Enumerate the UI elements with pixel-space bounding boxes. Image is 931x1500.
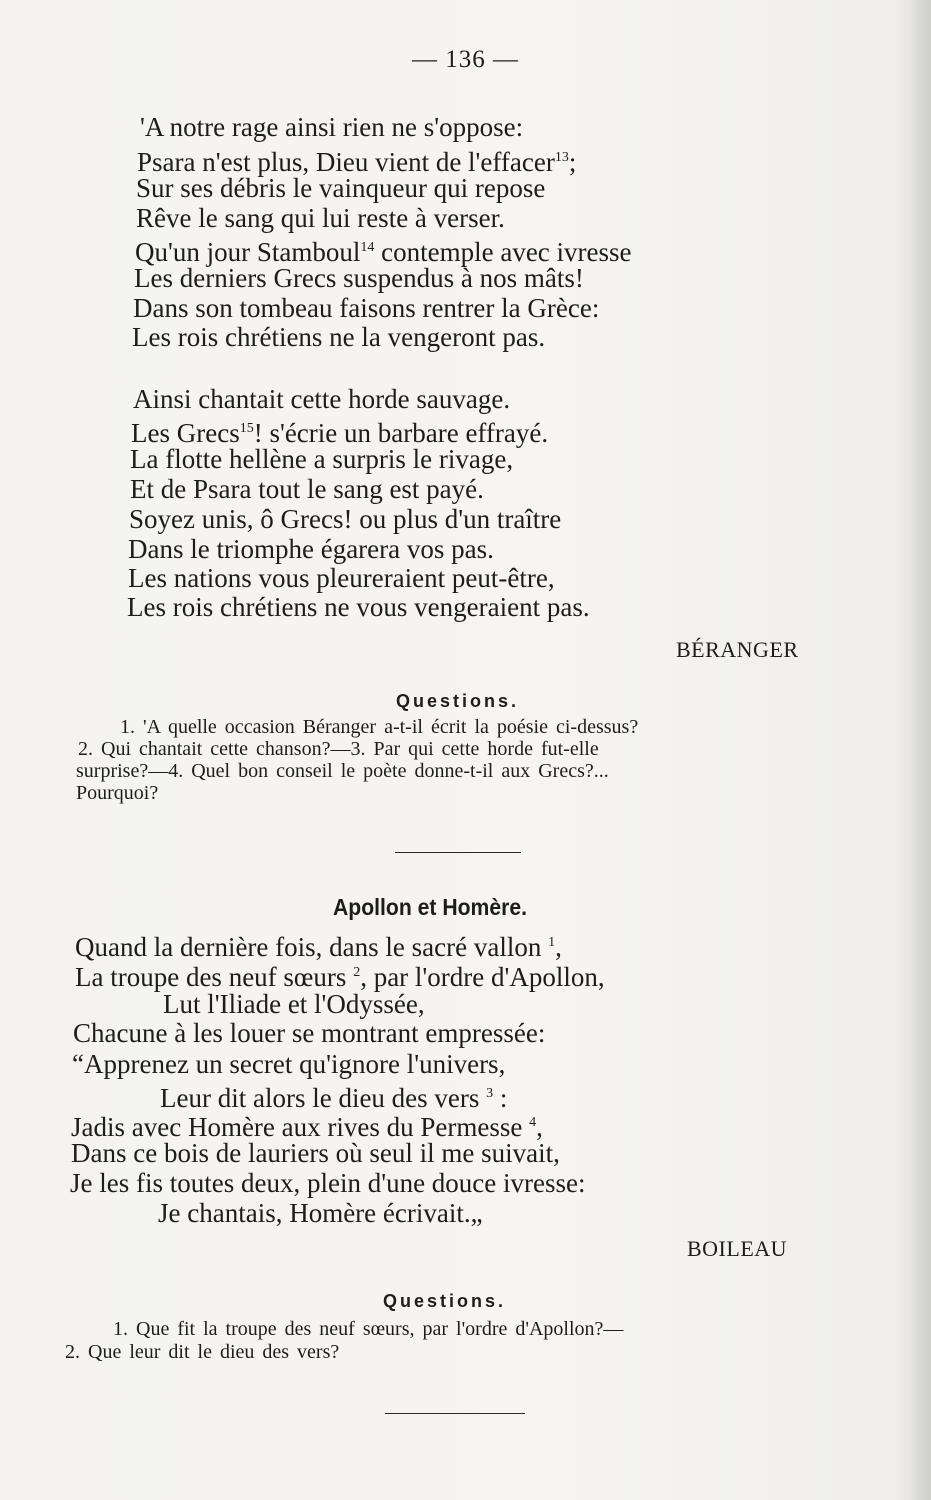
footnote-ref: 15 bbox=[239, 421, 254, 436]
poem-line: Dans son tombeau faisons rentrer la Grèce: bbox=[133, 293, 600, 323]
poem-line-text: , par l'ordre d'Apollon, bbox=[360, 962, 605, 992]
poem-line-text: ! s'écrie un barbare effrayé. bbox=[253, 418, 549, 448]
poem-line bbox=[71, 1108, 543, 1142]
footnote-ref: 2 bbox=[353, 965, 361, 980]
poem-line: 'A notre rage ainsi rien ne s'oppose: bbox=[140, 112, 524, 142]
question-line: 1. 'A quelle occasion Béranger a-t-il écrit la poésie ci-dessus? bbox=[120, 716, 639, 738]
poem-line: Chacune à les louer se montrant empressée: bbox=[73, 1018, 546, 1048]
question-line: 1. Que fit la troupe des neuf sœurs, par l'ordre d'Apollon?— bbox=[113, 1318, 624, 1340]
question-line: 2. Que leur dit le dieu des vers? bbox=[65, 1341, 340, 1363]
poem-line: Dans le triomphe égarera vos pas. bbox=[128, 534, 494, 564]
questions-heading: Questions. bbox=[396, 691, 520, 711]
poem-line: Sur ses débris le vainqueur qui repose bbox=[136, 173, 546, 203]
page-number: — 136 — bbox=[412, 46, 519, 73]
poem-line-text: , bbox=[536, 1112, 543, 1142]
poem-line-text: Leur dit alors le dieu des vers bbox=[160, 1083, 480, 1113]
poem-line-text: contemple avec ivresse bbox=[381, 237, 632, 267]
footnote-ref: 13 bbox=[554, 150, 569, 165]
section-divider bbox=[395, 852, 521, 853]
poem-line: “Apprenez un secret qu'ignore l'univers, bbox=[72, 1049, 506, 1079]
poem-line-text: ; bbox=[568, 147, 577, 177]
footnote-ref: 1 bbox=[548, 935, 556, 950]
author-signature: BÉRANGER bbox=[676, 637, 799, 662]
poem-line: Soyez unis, ô Grecs! ou plus d'un traître bbox=[129, 504, 562, 534]
footnote-ref: 4 bbox=[529, 1115, 537, 1130]
poem-line-text: , bbox=[555, 932, 562, 962]
questions-heading: Questions. bbox=[383, 1291, 507, 1311]
poem-line: Les nations vous pleureraient peut-être, bbox=[128, 563, 555, 593]
question-line: Pourquoi? bbox=[76, 782, 159, 804]
author-signature: BOILEAU bbox=[687, 1236, 788, 1261]
poem-line: Les rois chrétiens ne la vengeront pas. bbox=[132, 322, 546, 352]
question-line: surprise?—4. Quel bon conseil le poète donne-t-il aux Grecs?... bbox=[76, 760, 609, 782]
footnote-ref: 3 bbox=[486, 1086, 494, 1101]
poem-line-text: Quand la dernière fois, dans le sacré vallon bbox=[75, 932, 542, 962]
poem-line: Et de Psara tout le sang est payé. bbox=[130, 474, 484, 504]
section-divider bbox=[385, 1413, 525, 1414]
poem-line: La flotte hellène a surpris le rivage, bbox=[130, 444, 514, 474]
poem-line bbox=[135, 233, 632, 267]
poem-line-text: Jadis avec Homère aux rives du Permesse bbox=[71, 1112, 523, 1142]
poem-line: Ainsi chantait cette horde sauvage. bbox=[133, 384, 511, 414]
poem-line-text: La troupe des neuf sœurs bbox=[75, 962, 347, 992]
poem-line bbox=[75, 928, 562, 962]
poem-line: Dans ce bois de lauriers où seul il me suivait, bbox=[71, 1138, 560, 1168]
poem-line: Je chantais, Homère écrivait.„ bbox=[158, 1198, 483, 1228]
poem-line bbox=[131, 414, 548, 448]
poem-title: Apollon et Homère. bbox=[333, 894, 527, 920]
page-edge-shadow bbox=[909, 0, 931, 1500]
poem-line: Lut l'Iliade et l'Odyssée, bbox=[163, 989, 425, 1019]
poem-line: Les rois chrétiens ne vous vengeraient pas. bbox=[127, 592, 590, 622]
poem-line: Les derniers Grecs suspendus à nos mâts! bbox=[134, 263, 584, 293]
poem-line-text: Psara n'est plus, Dieu vient de l'effacer bbox=[137, 147, 555, 177]
poem-line-text: Les Grecs bbox=[131, 418, 240, 448]
poem-line: Je les fis toutes deux, plein d'une douce ivresse: bbox=[70, 1168, 586, 1198]
question-line: 2. Qui chantait cette chanson?—3. Par qui cette horde fut-elle bbox=[78, 738, 599, 760]
poem-line bbox=[75, 958, 605, 992]
poem-line-text: : bbox=[499, 1083, 508, 1113]
poem-line: Rêve le sang qui lui reste à verser. bbox=[136, 203, 505, 233]
footnote-ref: 14 bbox=[360, 240, 375, 255]
poem-line bbox=[137, 143, 576, 177]
poem-line-text: Qu'un jour Stamboul bbox=[135, 237, 361, 267]
